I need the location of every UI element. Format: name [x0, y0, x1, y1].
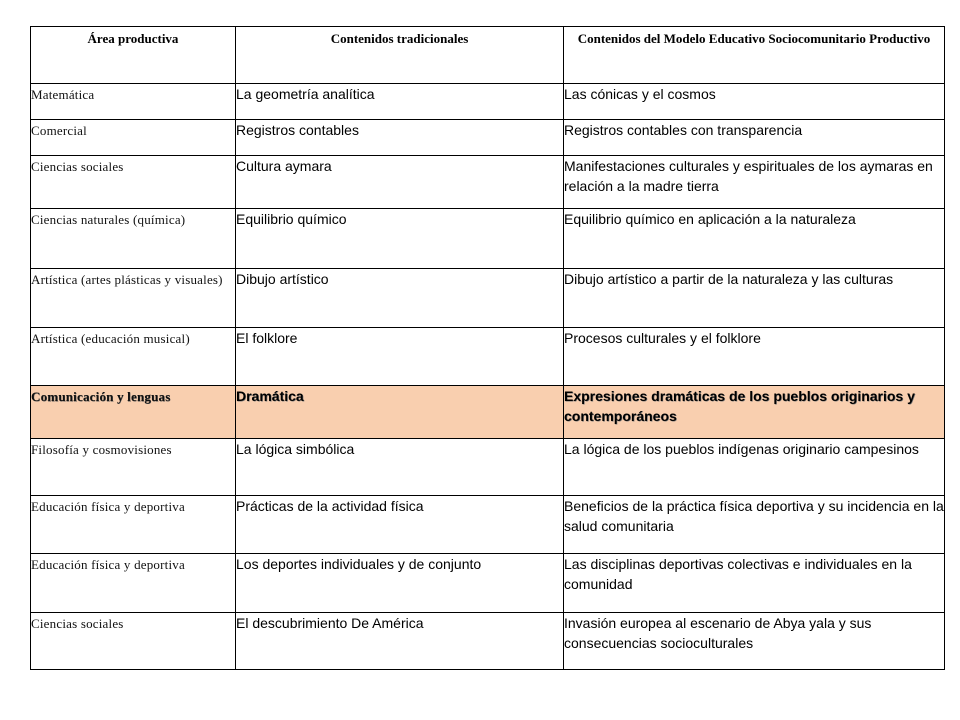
- model-cell: Dibujo artístico a partir de la naturaleza y las culturas: [564, 269, 945, 328]
- model-cell: Equilibrio químico en aplicación a la naturaleza: [564, 209, 945, 269]
- area-cell: Artística (educación musical): [31, 328, 236, 386]
- table-row: [31, 120, 945, 156]
- area-cell: Matemática: [31, 84, 236, 120]
- table-row: [31, 209, 945, 269]
- area-cell: Comunicación y lenguas: [31, 386, 236, 439]
- model-cell: Expresiones dramáticas de los pueblos originarios y contemporáneos: [564, 386, 945, 439]
- traditional-cell: Dramática: [236, 386, 564, 439]
- model-cell: La lógica de los pueblos indígenas originario campesinos: [564, 439, 945, 496]
- area-cell: Comercial: [31, 120, 236, 156]
- model-cell: Las cónicas y el cosmos: [564, 84, 945, 120]
- area-cell: Ciencias sociales: [31, 613, 236, 670]
- traditional-cell: El folklore: [236, 328, 564, 386]
- traditional-cell: La geometría analítica: [236, 84, 564, 120]
- traditional-cell: Registros contables: [236, 120, 564, 156]
- traditional-cell: Cultura aymara: [236, 156, 564, 209]
- table-row: [31, 328, 945, 386]
- table-row: [31, 156, 945, 209]
- table-row: [31, 613, 945, 670]
- traditional-cell: Equilibrio químico: [236, 209, 564, 269]
- area-cell: Educación física y deportiva: [31, 554, 236, 613]
- header-area: Área productiva: [31, 27, 236, 84]
- table-row: [31, 496, 945, 554]
- header-traditional: Contenidos tradicionales: [236, 27, 564, 84]
- area-cell: Ciencias naturales (química): [31, 209, 236, 269]
- traditional-cell: Dibujo artístico: [236, 269, 564, 328]
- model-cell: Registros contables con transparencia: [564, 120, 945, 156]
- traditional-cell: La lógica simbólica: [236, 439, 564, 496]
- header-row: [31, 27, 945, 84]
- traditional-cell: Prácticas de la actividad física: [236, 496, 564, 554]
- content-comparison-table: [30, 26, 945, 670]
- model-cell: Beneficios de la práctica física deportiva y su incidencia en la salud comunitaria: [564, 496, 945, 554]
- model-cell: Las disciplinas deportivas colectivas e individuales en la comunidad: [564, 554, 945, 613]
- traditional-cell: El descubrimiento De América: [236, 613, 564, 670]
- area-cell: Artística (artes plásticas y visuales): [31, 269, 236, 328]
- model-cell: Procesos culturales y el folklore: [564, 328, 945, 386]
- area-cell: Filosofía y cosmovisiones: [31, 439, 236, 496]
- table-row: [31, 554, 945, 613]
- area-cell: Educación física y deportiva: [31, 496, 236, 554]
- table-row: [31, 439, 945, 496]
- area-cell: Ciencias sociales: [31, 156, 236, 209]
- model-cell: Invasión europea al escenario de Abya yala y sus consecuencias socioculturales: [564, 613, 945, 670]
- header-model: Contenidos del Modelo Educativo Sociocomunitario Productivo: [564, 27, 945, 84]
- table-row: [31, 84, 945, 120]
- model-cell: Manifestaciones culturales y espirituales de los aymaras en relación a la madre tierra: [564, 156, 945, 209]
- traditional-cell: Los deportes individuales y de conjunto: [236, 554, 564, 613]
- table-row: [31, 269, 945, 328]
- table-row-highlighted: [31, 386, 945, 439]
